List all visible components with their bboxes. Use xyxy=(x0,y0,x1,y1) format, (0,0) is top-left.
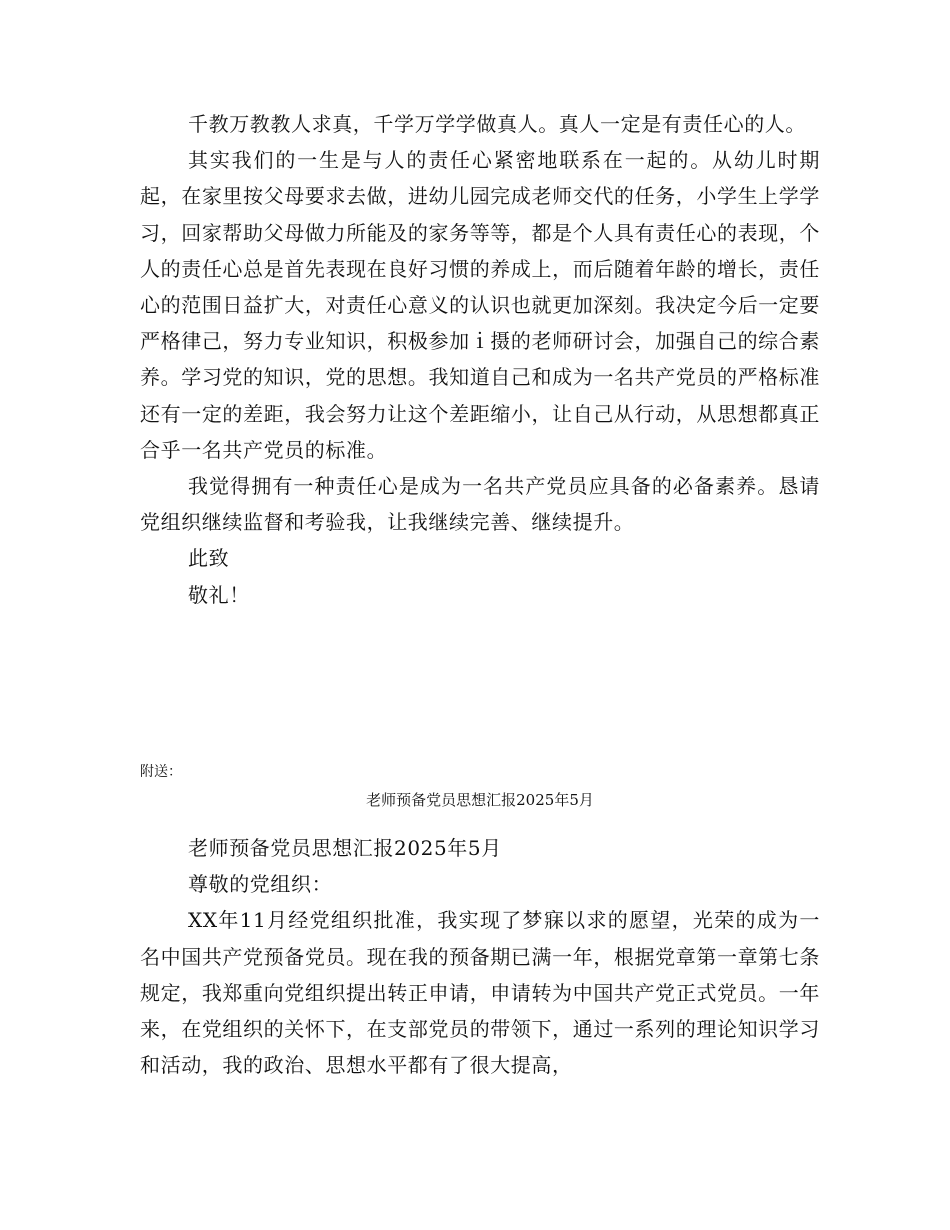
letter-body xyxy=(140,106,820,613)
attachment-label: 附送： xyxy=(140,764,182,780)
second-paragraph: XX年11月经党组织批准，我实现了梦寐以求的愿望，光荣的成为一名中国共产党预备党员。现在我的预备期已满一年，根据党章第一章第七条规定，我郑重向党组织提出转正申请，申请转为中国共产党正式党员。一年来，在党组织的关怀下，在支部党员的带领下，通过一系列的理论知识学习和活动，我的政治、思想水平都有了很大提高， xyxy=(140,908,820,1078)
second-heading: 老师预备党员思想汇报2025年5月 xyxy=(188,836,502,860)
second-report xyxy=(140,830,820,1083)
salute-text: 敬礼！ xyxy=(188,582,250,607)
paragraph-2: 其实我们的一生是与人的责任心紧密地联系在一起的。从幼儿时期起，在家里按父母要求去做，进幼儿园完成老师交代的任务，小学生上学学习，回家帮助父母做力所能及的家务等等，都是个人具有责任心的表现，个人的责任心总是首先表现在良好习惯的养成上，而后随着年龄的增长，责任心的范围日益扩大，对责任心意义的认识也就更加深刻。我决定今后一定要严格律己，努力专业知识，积极参加ｉ摄的老师研讨会，加强自己的综合素养。学习党的知识，党的思想。我知道自己和成为一名共产党员的严格标准还有一定的差距，我会努力让这个差距缩小，让自己从行动，从思想都真正合乎一名共产党员的标准。 xyxy=(140,148,820,462)
paragraph-1: 千教万教教人求真，千学万学学做真人。真人一定是有责任心的人。 xyxy=(188,112,806,136)
attachment-title: 老师预备党员思想汇报2025年5月 xyxy=(366,791,594,809)
closing-text: 此致 xyxy=(188,546,230,571)
paragraph-3: 我觉得拥有一种责任心是成为一名共产党员应具备的必备素养。恳请党组织继续监督和考验我，让我继续完善、继续提升。 xyxy=(140,474,820,535)
second-greeting: 尊敬的党组织： xyxy=(188,872,333,897)
